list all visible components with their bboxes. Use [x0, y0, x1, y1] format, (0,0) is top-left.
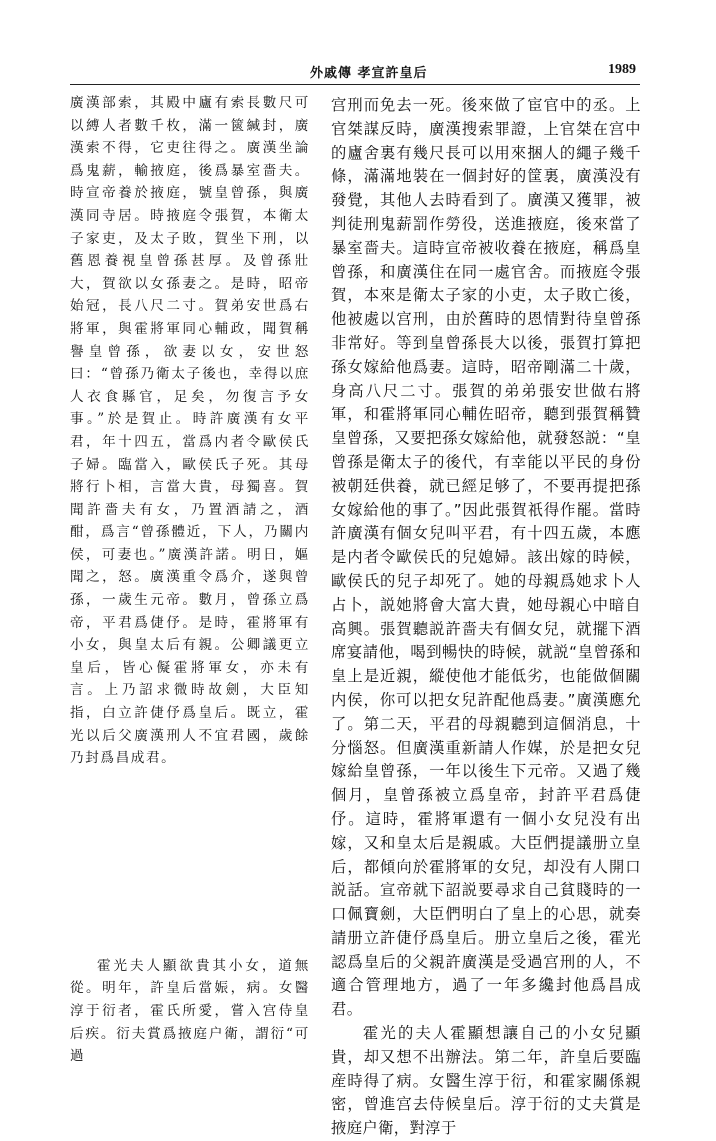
running-header: [70, 62, 640, 82]
book-title: 外戚傳 孝宣許皇后: [310, 66, 428, 81]
classical-text-column: [70, 92, 310, 1068]
translation-paragraph: 宫刑而免去一死。後來做了宦官中的丞。上官桀謀反時，廣漢搜索罪證，上官桀在宫中的廬舍裏有幾尺長可以用來捆人的繩子幾千條，滿滿地裝在一個封好的筐裏，廣漢没有發覺，其他人去時看到了。廣漢又獲罪，被判徒刑鬼薪罰作勞役，送進掖庭，後來當了暴室嗇夫。這時宣帝被收養在掖庭，稱爲皇曾孫，和廣漢住在同一處官舍。而掖庭令張賀，本來是衛太子家的小吏，太子敗亡後，他被處以宫刑，由於舊時的恩情對待皇曾孫非常好。等到皇曾孫長大以後，張賀打算把孫女嫁給他爲妻。這時，昭帝剛滿二十歲，身高八尺二寸。張賀的弟弟張安世做右將軍，和霍將軍同心輔佐昭帝，聽到張賀稱贊皇曾孫，又要把孫女嫁給他，就發怒説：“皇曾孫是衛太子的後代，有幸能以平民的身份被朝廷供養，就已經足够了，不要再提把孫女嫁給他的事了。”因此張賀祇得作罷。當時許廣漢有個女兒叫平君，有十四五歲，本應是内者令歐侯氏的兒媳婦。該出嫁的時候，歐侯氏的兒子却死了。她的母親爲她求卜人占卜，説她將會大富大貴，她母親心中暗自高興。張賀聽説許嗇夫有個女兒，就擺下酒席宴請他，喝到暢快的時候，就説“皇曾孫和皇上是近親，縱使他才能低劣，也能做個關内侯，你可以把女兒許配他爲妻。”廣漢應允了。第二天，平君的母親聽到這個消息，十分惱怒。但廣漢重新請人作媒，於是把女兒嫁給皇曾孫，一年以後生下元帝。又過了幾個月，皇曾孫被立爲皇帝，封許平君爲倢伃。這時，霍將軍還有一個小女兒没有出嫁，又和皇太后是親戚。大臣們提議册立皇后，都傾向於霍將軍的女兒，却没有人開口説話。宣帝就下詔説要尋求自己貧賤時的一口佩寶劍，大臣們明白了皇上的心思，就奏請册立許倢伃爲皇后。册立皇后之後，霍光認爲皇后的父親許廣漢是受過宫刑的人，不適合管理地方，過了一年多纔封他爲昌成君。: [331, 96, 641, 1019]
classical-paragraph: 霍光夫人顯欲貴其小女，道無從。明年，許皇后當娠，病。女醫淳于衍者，霍氏所愛，嘗入宫侍皇后疾。衍夫賞爲掖庭户衛，謂衍“可過: [70, 957, 310, 1065]
classical-paragraph: 廣漢部索，其殿中廬有索長數尺可以縛人者數千枚，滿一篋緘封，廣漢索不得，它吏往得之。廣漢坐論爲鬼薪，輸掖庭，後爲暴室嗇夫。時宣帝養於掖庭，號皇曾孫，與廣漢同寺居。時掖庭令張賀，本衛太子家吏，及太子敗，賀坐下刑，以舊恩養視皇曾孫甚厚。及曾孫壯大，賀欲以女孫妻之。是時，昭帝始冠，長八尺二寸。賀弟安世爲右將軍，與霍將軍同心輔政，聞賀稱譽皇曾孫，欲妻以女，安世怒曰：“曾孫乃衛太子後也，幸得以庶人衣食縣官，足矣，勿復言予女事。”於是賀止。時許廣漢有女平君，年十四五，當爲内者令歐侯氏子婦。臨當入，歐侯氏子死。其母將行卜相，言當大貴，母獨喜。賀聞許嗇夫有女，乃置酒請之，酒酣，爲言“曾孫體近，下人，乃關内侯，可妻也。”廣漢許諾。明日，嫗聞之，怒。廣漢重令爲介，遂與曾孫，一歲生元帝。數月，曾孫立爲帝，平君爲倢伃。是時，霍將軍有小女，與皇太后有親。公卿議更立皇后，皆心儗霍將軍女，亦未有言。上乃詔求微時故劍，大臣知指，白立許倢伃爲皇后。既立，霍光以后父廣漢刑人不宜君國，歲餘乃封爲昌成君。: [70, 95, 310, 767]
page-number: 1989: [608, 62, 636, 77]
translation-paragraph: 霍光的夫人霍顯想讓自己的小女兒顯貴，却又想不出辦法。第二年，許皇后要臨産時得了病。女醫生淳于衍，和霍家關係親密，曾進宫去侍候皇后。淳于衍的丈夫賞是掖庭户衛，對淳于: [331, 1024, 641, 1138]
modern-translation-column: [331, 94, 641, 1141]
header-rule: [70, 84, 640, 85]
